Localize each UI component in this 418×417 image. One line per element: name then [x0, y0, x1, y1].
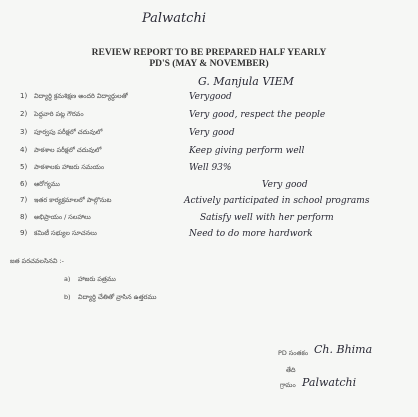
review-row	[0, 110, 418, 124]
row-label: పాఠశాలకు హాజరు సమయం	[34, 163, 105, 171]
student-name: G. Manjula VIEM	[198, 75, 294, 88]
row-answer: Keep giving perform well	[189, 146, 305, 156]
pd-village-signature: Palwatchi	[302, 376, 357, 389]
row-label: ఇతర కార్యక్రమాలలో పాల్గొనుట	[34, 196, 112, 204]
review-row	[0, 213, 418, 227]
row-answer: Verygood	[189, 92, 232, 102]
row-label: కమిటీ సభ్యుల సూచనలు	[34, 229, 97, 237]
review-row	[0, 163, 418, 177]
row-number: 3)	[20, 128, 28, 136]
attachment-text: హాజరు పత్రము	[78, 275, 116, 283]
row-label: పెద్దవారి పట్ల గౌరవం	[34, 110, 84, 118]
row-number: 8)	[20, 213, 28, 221]
pd-signature-label: PD సంతకం	[278, 349, 309, 357]
review-row	[0, 92, 418, 106]
row-answer: Actively participated in school programs	[184, 196, 370, 206]
review-row	[0, 229, 418, 243]
row-number: 4)	[20, 146, 28, 154]
review-row	[0, 180, 418, 194]
row-label: అభిప్రాయం / సలహాలు	[34, 213, 91, 221]
row-answer: Satisfy well with her perform	[200, 213, 334, 223]
row-answer: Need to do more hardwork	[189, 229, 313, 239]
review-row	[0, 196, 418, 210]
pd-signature: Ch. Bhima	[314, 343, 373, 356]
review-row	[0, 128, 418, 142]
row-number: 6)	[20, 180, 28, 188]
row-number: 2)	[20, 110, 28, 118]
attachment-letter: a)	[64, 275, 71, 283]
row-label: పూర్వపు పరీక్షలో చదువులో	[34, 128, 103, 136]
row-number: 1)	[20, 92, 28, 100]
row-answer: Very good, respect the people	[189, 110, 326, 120]
attachment-item	[64, 275, 116, 285]
title-line-2: PD'S (MAY & NOVEMBER)	[149, 59, 269, 69]
attachment-item	[64, 293, 156, 303]
attachments-heading: జత పరచవలసినవి :-	[10, 257, 64, 265]
row-number: 5)	[20, 163, 28, 171]
row-number: 7)	[20, 196, 28, 204]
row-answer: Very good	[262, 180, 308, 190]
attachment-text: విద్యార్థి చేతితో వ్రాసిన ఉత్తరము	[78, 293, 157, 301]
review-row	[0, 146, 418, 160]
row-answer: Very good	[189, 128, 235, 138]
title-line-1: REVIEW REPORT TO BE PREPARED HALF YEARLY	[91, 48, 327, 58]
row-number: 9)	[20, 229, 28, 237]
attachment-letter: b)	[64, 293, 71, 301]
row-answer: Well 93%	[189, 163, 232, 173]
header-handwriting: Palwatchi	[142, 11, 206, 26]
pd-date-label: తేది	[286, 366, 296, 374]
row-label: ఆరోగ్యము	[34, 180, 60, 188]
row-label: పాఠశాల పరీక్షలో చదువులో	[34, 146, 102, 154]
row-label: విద్యార్థి క్రమశిక్షణ అందరి విద్యార్థులతో	[34, 92, 128, 100]
pd-village-label: గ్రామం	[280, 381, 296, 389]
